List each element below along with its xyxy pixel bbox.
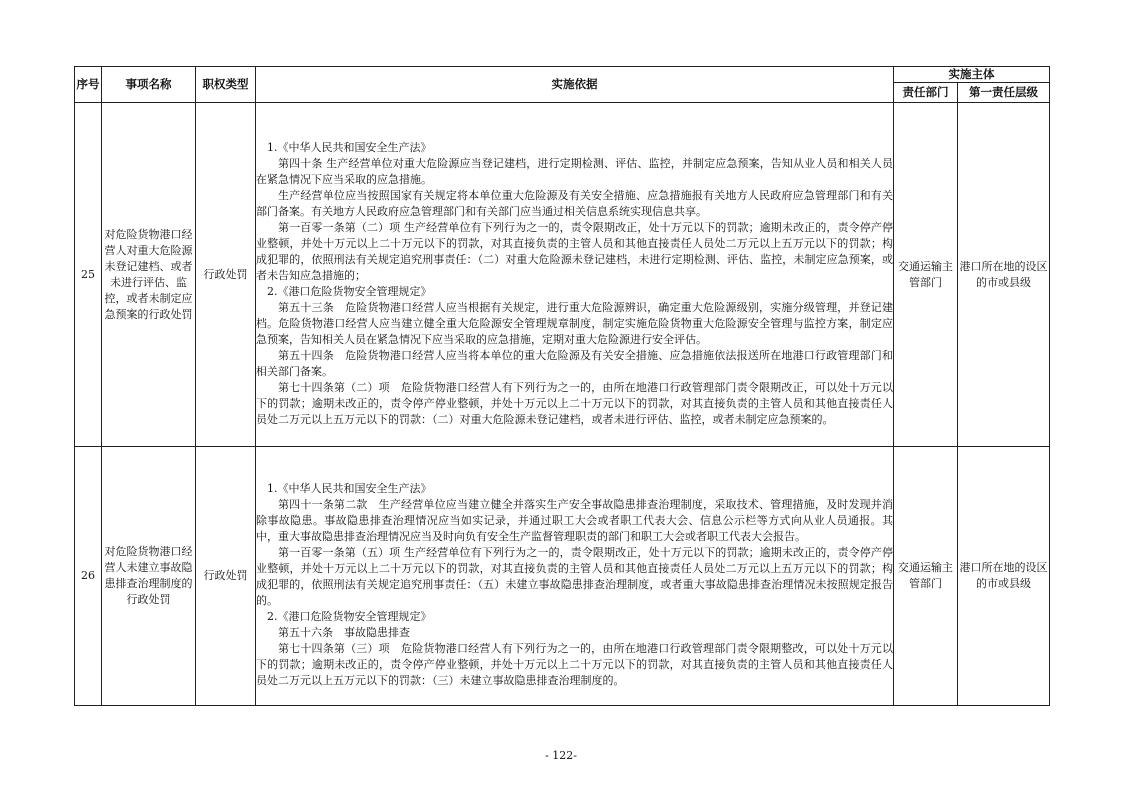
basis-line: 第五十四条 危险货物港口经营人应当将本单位的重大危险源及有关安全措施、应急措施依法报送所在地港口行政管理部门和相关部门备案。 bbox=[256, 348, 893, 378]
header-level: 第一责任层级 bbox=[958, 83, 1050, 103]
row-responsible-dept: 交通运输主管部门 bbox=[894, 447, 958, 706]
header-seq: 序号 bbox=[75, 67, 102, 103]
row-authority-type: 行政处罚 bbox=[196, 103, 256, 447]
basis-line: 第七十四条第（二）项 危险货物港口经营人有下列行为之一的，由所在地港口行政管理部门责令限期改正，可以处十万元以下的罚款；逾期未改正的，责令停产停业整顿，并处十万元以上二十万元以下的罚款，对其直接负责的主管人员和其他直接责任人员处二万元以上五万元以下的罚款：（二）对重大危险源未登记建档，或者未进行评估、监控，或者未制定应急预案的。 bbox=[256, 380, 893, 426]
basis-line: 第五十六条 事故隐患排查 bbox=[278, 626, 410, 639]
basis-line: 第四十一条第二款 生产经营单位应当建立健全并落实生产安全事故隐患排查治理制度，采取技术、管理措施，及时发现并消除事故隐患。事故隐患排查治理情况应当如实记录，并通过职工大会或者职工代表大会、信息公示栏等方式向从业人员通报。其中，重大事故隐患排查治理情况应当及时向负有安全生产监督管理职责的部门和职工大会或者职工代表大会报告。 bbox=[256, 498, 893, 543]
basis-line: 1.《中华人民共和国安全生产法》 bbox=[267, 140, 432, 154]
header-name: 事项名称 bbox=[102, 67, 196, 103]
basis-line: 第四十条 生产经营单位对重大危险源应当登记建档，进行定期检测、评估、监控，并制定应急预案，告知从业人员和相关人员在紧急情况下应当采取的应急措施。 bbox=[256, 156, 893, 186]
row-responsible-dept: 交通运输主管部门 bbox=[894, 103, 958, 447]
header-dept: 责任部门 bbox=[894, 83, 958, 103]
row-legal-basis bbox=[256, 103, 894, 447]
basis-line: 第五十三条 危险货物港口经营人应当根据有关规定，进行重大危险源辨识，确定重大危险源级别，实施分级管理，并登记建档。危险货物港口经营人应当建立健全重大危险源安全管理规章制度，制定实施危险货物重大危险源安全管理与监控方案，制定应急预案，告知相关人员在紧急情况下应当采取的应急措施，定期对重大危险源进行安全评估。 bbox=[256, 300, 893, 346]
basis-line: 生产经营单位应当按照国家有关规定将本单位重大危险源及有关安全措施、应急措施报有关地方人民政府应急管理部门和有关部门备案。有关地方人民政府应急管理部门和有关部门应当通过相关信息系统实现信息共享。 bbox=[256, 188, 893, 218]
basis-line: 第一百零一条第（二）项 生产经营单位有下列行为之一的，责令限期改正，处十万元以下的罚款；逾期未改正的，责令停产停业整顿，并处十万元以上二十万元以下的罚款，对其直接负责的主管人员和其他直接责任人员处二万元以上五万元以下的罚款；构成犯罪的，依照刑法有关规定追究刑事责任：（二）对重大危险源未登记建档，未进行定期检测、评估、监控，未制定应急预案，或者未告知应急措施的； bbox=[256, 220, 893, 282]
row-first-level: 港口所在地的设区的市或县级 bbox=[958, 447, 1050, 706]
basis-line: 第一百零一条第（五）项 生产经营单位有下列行为之一的，责令限期改正，处十万元以下的罚款；逾期未改正的，责令停产停业整顿，并处十万元以上二十万元以下的罚款，对其直接负责的主管人员和其他直接责任人员处二万元以上五万元以下的罚款；构成犯罪的，依照刑法有关规定追究刑事责任：（五）未建立事故隐患排查治理制度，或者重大事故隐患排查治理情况未按照规定报告的。 bbox=[256, 546, 893, 607]
header-basis: 实施依据 bbox=[256, 67, 894, 103]
basis-line: 第七十四条第（三）项 危险货物港口经营人有下列行为之一的，由所在地港口行政管理部门责令限期整改，可以处十万元以下的罚款；逾期未改正的，责令停产停业整顿，并处十万元以上二十万元以下的罚款，对其直接负责的主管人员和其他直接责任人员处二万元以上五万元以下的罚款：（三）未建立事故隐患排查治理制度的。 bbox=[256, 642, 893, 687]
row-first-level: 港口所在地的设区的市或县级 bbox=[958, 103, 1050, 447]
row-item-name: 对危险货物港口经营人未建立事故隐患排查治理制度的行政处罚 bbox=[102, 447, 196, 706]
row-authority-type: 行政处罚 bbox=[196, 447, 256, 706]
row-seq: 26 bbox=[75, 447, 102, 706]
table-row bbox=[75, 103, 1050, 447]
table-row bbox=[75, 447, 1050, 706]
row-seq: 25 bbox=[75, 103, 102, 447]
basis-line: 2.《港口危险货物安全管理规定》 bbox=[267, 610, 432, 623]
row-item-name: 对危险货物港口经营人对重大危险源未登记建档、或者未进行评估、监控，或者未制定应急预案的行政处罚 bbox=[102, 103, 196, 447]
header-subject: 实施主体 bbox=[894, 67, 1050, 83]
page-number: - 122- bbox=[545, 749, 577, 762]
basis-line: 1.《中华人民共和国安全生产法》 bbox=[267, 482, 432, 495]
basis-line: 2.《港口危险货物安全管理规定》 bbox=[267, 284, 432, 298]
enforcement-table bbox=[74, 66, 1050, 706]
header-type: 职权类型 bbox=[196, 67, 256, 103]
row-legal-basis bbox=[256, 447, 894, 706]
